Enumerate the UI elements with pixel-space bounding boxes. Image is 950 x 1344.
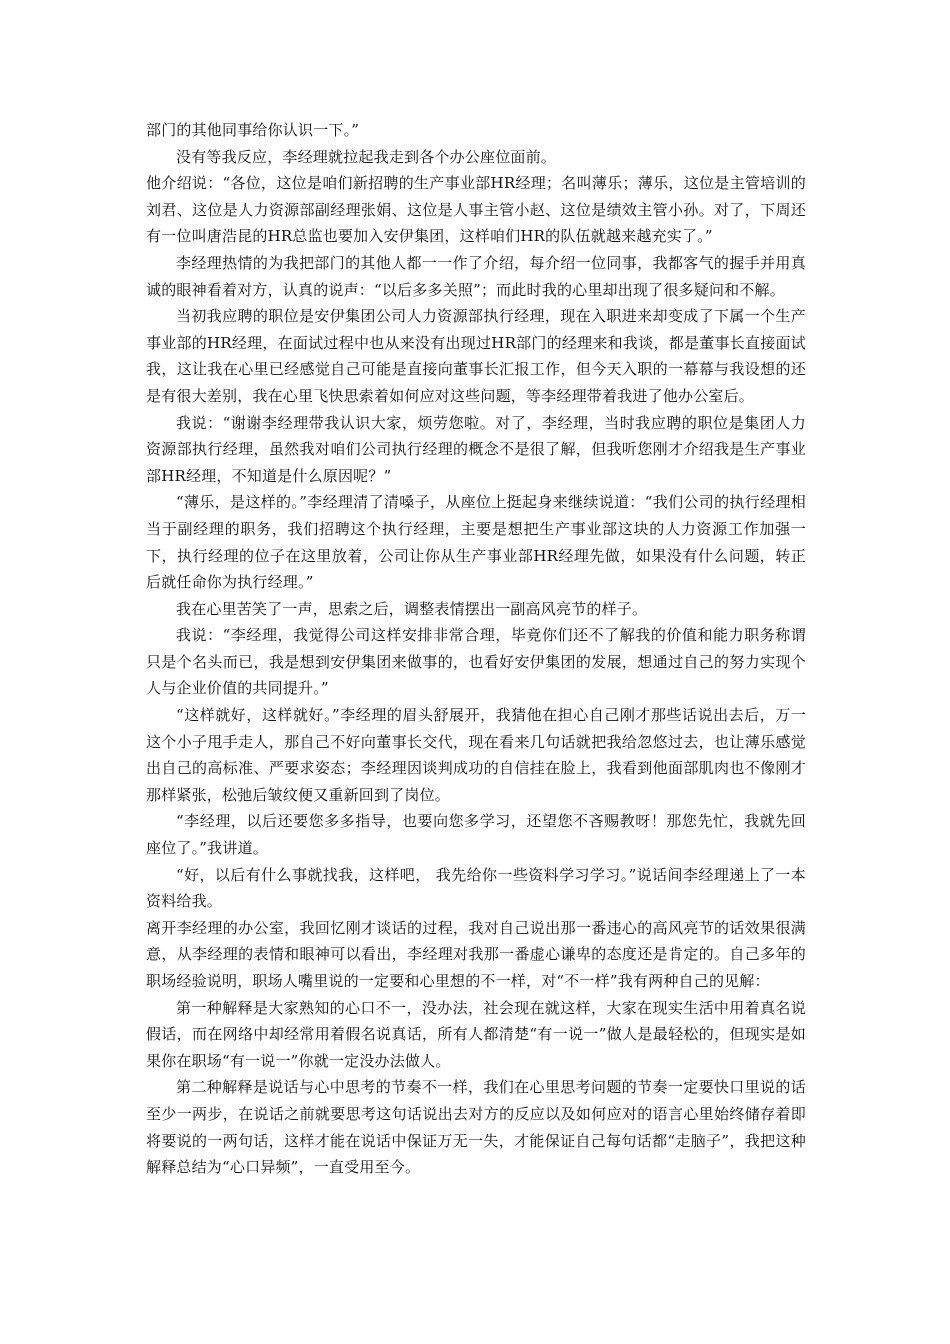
paragraph: “薄乐，是这样的。”李经理清了清嗓子，从座位上挺起身来继续说道：“我们公司的执行经理相当于副经理的职务，我们招聘这个执行经理，主要是想把生产事业部这块的人力资源工作加强一下，执行经理的位子在这里放着，公司让你从生产事业部HR经理先做，如果没有什么问题，转正后就任命你为执行经理。” bbox=[146, 493, 806, 592]
document-body bbox=[146, 117, 806, 1181]
paragraph: 我在心里苦笑了一声，思索之后，调整表情摆出一副高风亮节的样子。 bbox=[176, 599, 648, 618]
paragraph: 当初我应聘的职位是安伊集团公司人力资源部执行经理，现在入职进来却变成了下属一个生产事业部的HR经理，在面试过程中也从来没有出现过HR部门的经理来和我谈，都是董事长直接面试我，这让我在心里已经感觉自己可能是直接向董事长汇报工作，但今天入职的一幕幕与我设想的还是有很大差别，我在心里飞快思索着如何应对这些问题，等李经理带着我进了他办公室后。 bbox=[146, 307, 806, 405]
paragraph: 李经理热情的为我把部门的其他人都一一作了介绍，每介绍一位同事，我都客气的握手并用真诚的眼神看着对方，认真的说声：“以后多多关照”；而此时我的心里却出现了很多疑问和不解。 bbox=[146, 253, 806, 299]
paragraph: 离开李经理的办公室，我回忆刚才谈话的过程，我对自己说出那一番违心的高风亮节的话效果很满意，从李经理的表情和眼神可以看出，李经理对我那一番虚心谦卑的态度还是肯定的。自己多年的职场经验说明，职场人嘴里说的一定要和心里想的不一样，对“不一样”我有两种自己的见解： bbox=[146, 918, 806, 990]
paragraph: 第一种解释是大家熟知的心口不一，没办法，社会现在就这样，大家在现实生活中用着真名说假话，而在网络中却经常用着假名说真话，所有人都清楚“有一说一”做人是最轻松的，但现实是如果你在职场“有一说一”你就一定没办法做人。 bbox=[146, 998, 806, 1070]
paragraph: “这样就好，这样就好。”李经理的眉头舒展开，我猜他在担心自己刚才那些话说出去后，万一这个小子甩手走人，那自己不好向董事长交代，现在看来几句话就把我给忽悠过去，也让薄乐感觉出自己的高标准、严要求姿态；李经理因谈判成功的自信挂在脸上，我看到他面部肌肉也不像刚才那样紧张，松弛后皱纹便又重新回到了岗位。 bbox=[146, 706, 806, 804]
paragraph: 部门的其他同事给你认识一下。” bbox=[146, 121, 360, 139]
paragraph: “李经理，以后还要您多多指导，也要向您多学习，还望您不吝赐教呀！那您先忙，我就先回座位了。”我讲道。 bbox=[146, 812, 806, 858]
paragraph: 他介绍说：“各位，这位是咱们新招聘的生产事业部HR经理；名叫薄乐；薄乐，这位是主管培训的刘君、这位是人力资源部副经理张娟、这位是人事主管小赵、这位是绩效主管小孙。对了，下周还有一位叫唐浩昆的HR总监也要加入安伊集团，这样咱们HR的队伍就越来越充实了。” bbox=[146, 174, 806, 246]
paragraph: 没有等我反应，李经理就拉起我走到各个办公座位面前。 bbox=[176, 147, 557, 166]
paragraph: “好，以后有什么事就找我，这样吧， 我先给你一些资料学习学习。”说话间李经理递上了一本资料给我。 bbox=[146, 865, 806, 911]
paragraph: 第二种解释是说话与心中思考的节奏不一样，我们在心里思考问题的节奏一定要快口里说的话至少一两步，在说话之前就要思考这句话说出去对方的反应以及如何应对的语言心里始终储存着即将要说的一两句话，这样才能在说话中保证万无一失，才能保证自己每句话都“走脑子”，我把这种解释总结为“心口异频”，一直受用至今。 bbox=[146, 1078, 806, 1177]
paragraph: 我说：“谢谢李经理带我认识大家，烦劳您啦。对了，李经理，当时我应聘的职位是集团人力资源部执行经理，虽然我对咱们公司执行经理的概念不是很了解，但我听您刚才介绍我是生产事业部HR经理，不知道是什么原因呢？” bbox=[146, 413, 806, 485]
paragraph: 我说：“李经理，我觉得公司这样安排非常合理，毕竟你们还不了解我的价值和能力职务称谓只是个名头而已，我是想到安伊集团来做事的，也看好安伊集团的发展，想通过自己的努力实现个人与企业价值的共同提升。” bbox=[146, 626, 806, 698]
